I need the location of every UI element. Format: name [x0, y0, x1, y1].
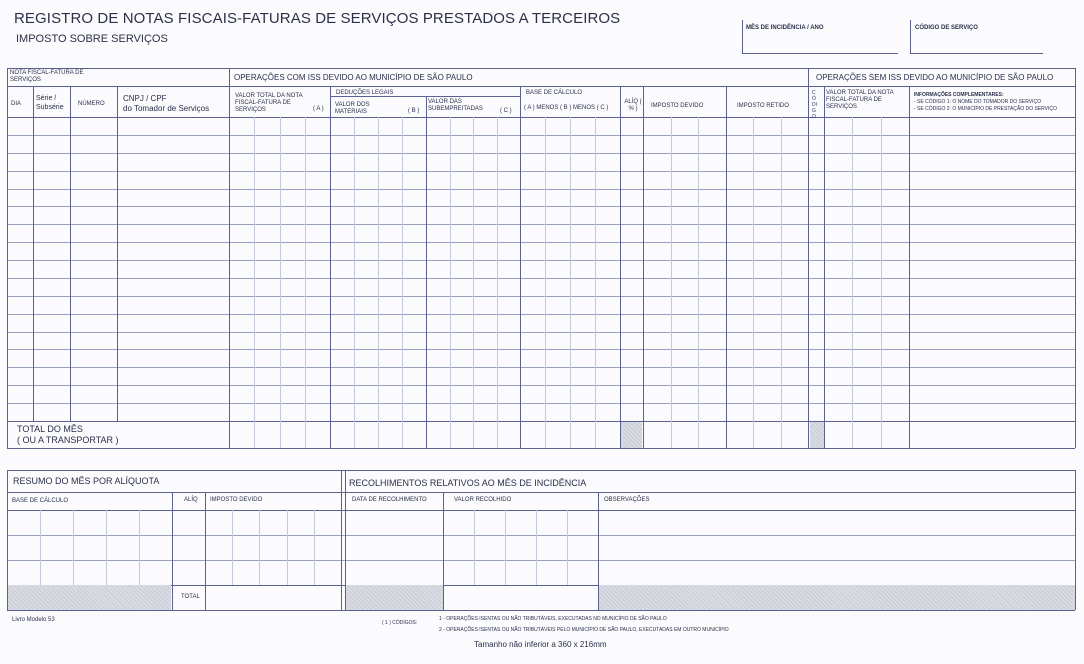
- aliq-header: ALÍQ ( % ): [624, 99, 642, 112]
- digit-guide: [753, 117, 754, 448]
- lower-column-divider: [443, 492, 444, 610]
- digit-guide: [287, 510, 288, 585]
- codigo-2-note: 2 - OPERAÇÕES ISENTAS OU NÃO TRIBUTÁVEIS PELO MUNICÍPIO DE SÃO PAULO, EXECUTADAS EM OUTRO MUNICÍPIO: [439, 627, 729, 633]
- digit-guide: [474, 510, 475, 585]
- codigo-vertical-header: CÓDIGO: [812, 90, 817, 120]
- info-line-1: - SE CÓDIGO 1: O NOME DO TOMADOR DO SERVIÇO: [914, 99, 1041, 105]
- digit-guide: [671, 117, 672, 448]
- ops-sem-iss-header: OPERAÇÕES SEM ISS DEVIDO AO MUNICÍPIO DE SÃO PAULO: [816, 73, 1054, 82]
- col-cnpj-l2: do Tomador de Serviços: [123, 104, 210, 113]
- table-row-line: [7, 153, 1075, 154]
- resumo-imposto-devido: IMPOSTO DEVIDO: [210, 497, 263, 503]
- digit-guide: [698, 117, 699, 448]
- column-divider: [1075, 68, 1076, 448]
- divider: [742, 53, 898, 54]
- observacoes-total-shaded: [599, 585, 1075, 610]
- aliq-total-shaded-cell: [621, 422, 642, 448]
- table-row-line: [7, 403, 1075, 404]
- digit-guide: [40, 510, 41, 585]
- digit-guide: [73, 510, 74, 585]
- total-mes-label-2: ( OU A TRANSPORTAR ): [17, 435, 119, 445]
- table-row-line: [7, 224, 1075, 225]
- imposto-devido-header: IMPOSTO DEVIDO: [651, 103, 704, 109]
- resumo-base-total-shaded: [8, 585, 171, 610]
- lower-bottom-border: [7, 610, 1075, 611]
- mark-b: ( B ): [408, 108, 420, 114]
- ops-com-iss-header: OPERAÇÕES COM ISS DEVIDO AO MUNICÍPIO DE SÃO PAULO: [234, 73, 473, 82]
- table-row-line: [7, 135, 1075, 136]
- lower-top-border: [7, 470, 1075, 471]
- col-cnpj-l1: CNPJ / CPF: [123, 94, 167, 103]
- base-formula: ( A ) MENOS ( B ) MENOS ( C ): [524, 105, 609, 111]
- lower-column-divider: [172, 492, 173, 610]
- column-divider: [70, 86, 71, 421]
- digit-guide: [259, 510, 260, 585]
- observacoes-header: OBSERVAÇÕES: [604, 497, 650, 503]
- form-title: REGISTRO DE NOTAS FISCAIS-FATURAS DE SERVIÇOS PRESTADOS A TERCEIROS: [14, 10, 621, 27]
- mes-incidencia-label: MÊS DE INCIDÊNCIA / ANO: [746, 25, 824, 31]
- column-divider: [824, 86, 825, 448]
- lower-row-line: [7, 560, 1075, 561]
- column-divider: [909, 86, 910, 448]
- mark-c: ( C ): [500, 108, 512, 114]
- digit-guide: [314, 510, 315, 585]
- column-divider: [726, 86, 727, 448]
- digit-guide: [139, 510, 140, 585]
- col-numero: NÚMERO: [78, 101, 105, 107]
- header-divider: [7, 86, 1075, 87]
- table-row-line: [7, 314, 1075, 315]
- table-row-line: [7, 260, 1075, 261]
- digit-guide: [106, 510, 107, 585]
- divider: [910, 20, 911, 54]
- lower-column-divider: [341, 470, 342, 610]
- lower-column-divider: [1075, 470, 1076, 610]
- total-row-top: [7, 421, 1075, 422]
- col-dia: DIA: [11, 101, 22, 107]
- resumo-total: TOTAL: [181, 594, 200, 600]
- valor-materiais-header: VALOR DOS MATERIAIS: [335, 102, 370, 115]
- digit-guide: [595, 117, 596, 448]
- digit-guide: [497, 117, 498, 448]
- mes-incidencia-field[interactable]: [744, 34, 894, 52]
- digit-guide: [305, 117, 306, 448]
- resumo-base-calculo: BASE DE CÁLCULO: [12, 498, 69, 504]
- recolhimentos-title: RECOLHIMENTOS RELATIVOS AO MÊS DE INCIDÊNCIA: [349, 478, 587, 488]
- column-divider: [33, 86, 34, 421]
- lower-subheader-divider: [7, 510, 1075, 511]
- digit-guide: [567, 510, 568, 585]
- valor-subempreitadas-header: VALOR DAS SUBEMPREITADAS: [428, 99, 483, 112]
- codigo-total-shaded-cell: [810, 422, 824, 448]
- column-divider: [229, 68, 230, 448]
- digit-guide: [450, 117, 451, 448]
- divider: [742, 20, 743, 54]
- codigo-servico-label: CÓDIGO DE SERVIÇO: [915, 25, 978, 31]
- resumo-title: RESUMO DO MÊS POR ALÍQUOTA: [13, 476, 160, 486]
- divider: [910, 53, 1043, 54]
- digit-guide: [232, 510, 233, 585]
- form-subtitle: IMPOSTO SOBRE SERVIÇOS: [16, 33, 168, 45]
- column-divider: [620, 86, 621, 448]
- lower-column-divider: [205, 492, 206, 610]
- table-row-line: [7, 189, 1075, 190]
- table-row-line: [7, 206, 1075, 207]
- codigo-1-note: 1 - OPERAÇÕES ISENTAS OU NÃO TRIBUTÁVEIS, EXECUTADAS NO MUNICÍPIO DE SÃO PAULO: [439, 616, 667, 622]
- column-divider: [808, 68, 809, 448]
- table-row-line: [7, 171, 1075, 172]
- recolhimento-data-header: DATA DE RECOLHIMENTO: [352, 497, 427, 503]
- column-divider: [426, 96, 427, 448]
- column-divider: [330, 86, 331, 448]
- valor-total-nota-sem-header: VALOR TOTAL DA NOTA FISCAL-FATURA DE SERVIÇOS: [826, 90, 894, 110]
- table-row-line: [7, 332, 1075, 333]
- table-row-line: [7, 278, 1075, 279]
- digit-guide: [881, 117, 882, 448]
- table-top-border: [7, 68, 1075, 69]
- digit-guide: [378, 117, 379, 448]
- lower-header-divider: [7, 492, 1075, 493]
- digit-guide: [280, 117, 281, 448]
- digit-guide: [781, 117, 782, 448]
- col-serie: Série / Subsérie: [36, 95, 64, 111]
- column-divider: [117, 86, 118, 421]
- deducoes-legais-header: DEDUÇÕES LEGAIS: [336, 90, 394, 96]
- recolhimento-valor-header: VALOR RECOLHIDO: [454, 497, 512, 503]
- digit-guide: [254, 117, 255, 448]
- codigos-label: ( 1 ) CÓDIGOS:: [382, 620, 418, 626]
- info-complementares-header: INFORMAÇÕES COMPLEMENTARES:: [914, 92, 1004, 98]
- table-bottom-border: [7, 448, 1075, 449]
- column-divider: [520, 86, 521, 448]
- column-divider: [643, 86, 644, 448]
- nota-fiscal-header: NOTA FISCAL-FATURA DE SERVIÇOS: [10, 70, 84, 83]
- table-row-line: [7, 296, 1075, 297]
- table-row-line: [7, 349, 1075, 350]
- info-line-2: - SE CÓDIGO 2: O MUNICÍPIO DE PRESTAÇÃO DO SERVIÇO: [914, 106, 1057, 112]
- mark-a: ( A ): [313, 106, 324, 112]
- base-calculo-header: BASE DE CÁLCULO: [526, 90, 583, 96]
- imposto-retido-header: IMPOSTO RETIDO: [737, 103, 789, 109]
- resumo-aliq: ALÍQ: [184, 497, 198, 503]
- table-row-line: [7, 242, 1075, 243]
- recolhimento-data-total-shaded: [346, 585, 443, 610]
- header-bottom: [7, 117, 1075, 118]
- lower-row-line: [7, 535, 1075, 536]
- digit-guide: [354, 117, 355, 448]
- table-row-line: [7, 385, 1075, 386]
- total-mes-label: TOTAL DO MÊS: [17, 424, 83, 434]
- valor-total-nota-header: VALOR TOTAL DA NOTA FISCAL-FATURA DE SERVIÇOS: [235, 93, 303, 113]
- digit-guide: [536, 510, 537, 585]
- livro-modelo: Livro Modelo 53: [12, 617, 55, 623]
- column-divider: [7, 68, 8, 448]
- digit-guide: [402, 117, 403, 448]
- table-row-line: [7, 367, 1075, 368]
- codigo-servico-field[interactable]: [912, 34, 1040, 52]
- digit-guide: [505, 510, 506, 585]
- digit-guide: [545, 117, 546, 448]
- digit-guide: [473, 117, 474, 448]
- digit-guide: [852, 117, 853, 448]
- digit-guide: [570, 117, 571, 448]
- tamanho-note: Tamanho não inferior a 360 x 216mm: [474, 640, 607, 649]
